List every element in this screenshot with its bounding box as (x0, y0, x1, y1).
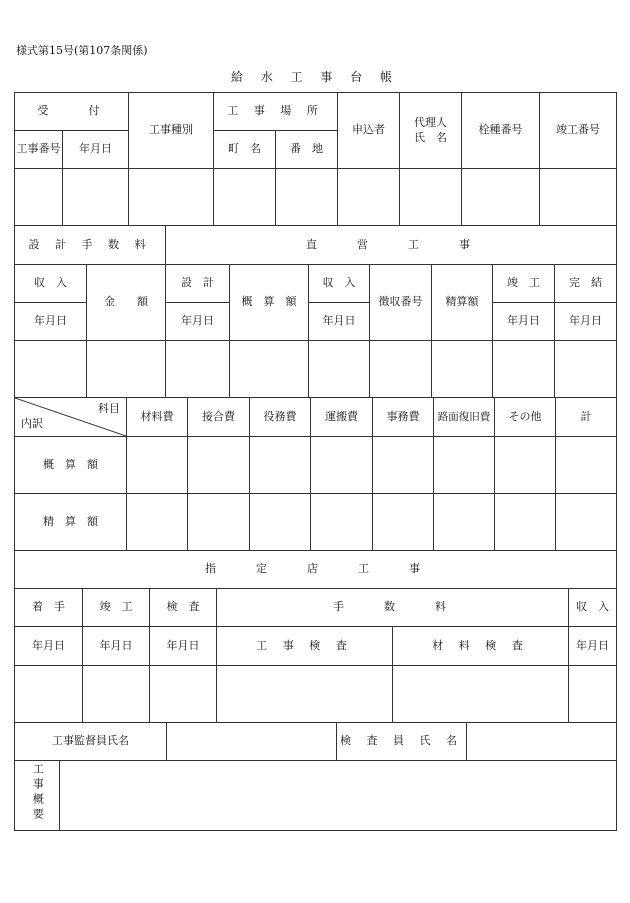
estimate-joint-cell[interactable] (188, 437, 250, 494)
work-summary-cell[interactable] (60, 761, 617, 831)
fee-header: 手 数 料 (217, 589, 569, 627)
name-label: 氏 名 (414, 130, 447, 144)
completion-header: 竣 工 (493, 265, 555, 303)
direct-income-cell[interactable] (309, 341, 370, 398)
estimate-amount-header: 概 算 額 (230, 265, 309, 341)
col-material-cost: 材料費 (127, 398, 188, 437)
col-road-restoration-cost: 路面復旧費 (434, 398, 495, 437)
amount-header: 金 額 (87, 265, 166, 341)
design-income-cell[interactable] (15, 341, 87, 398)
receipt-date-header: 年月日 (63, 131, 129, 169)
work-location-header: 工 事 場 所 (214, 93, 338, 131)
estimate-other-cell[interactable] (495, 437, 556, 494)
income-header-2: 収 入 (569, 589, 617, 627)
settlement-transport-cell[interactable] (311, 494, 373, 551)
income-date-cell-2[interactable] (569, 666, 617, 723)
breakdown-label: 内訳 (21, 417, 43, 431)
material-inspection-header: 材 料 検 査 (393, 627, 569, 666)
conclusion-header: 完 結 (555, 265, 617, 303)
completion-number-header: 竣工番号 (540, 93, 617, 169)
lot-number-header: 番 地 (276, 131, 338, 169)
inspector-name-cell[interactable] (467, 723, 617, 761)
col-joint-cost: 接合費 (188, 398, 250, 437)
tap-type-number-cell[interactable] (462, 169, 540, 226)
settlement-material-cell[interactable] (127, 494, 188, 551)
estimate-amount-cell[interactable] (230, 341, 309, 398)
form-title: 給 水 工 事 台 帳 (230, 70, 400, 84)
settlement-other-cell[interactable] (495, 494, 556, 551)
completion-date-header-2: 年月日 (83, 627, 150, 666)
direct-construction-header: 直 営 工 事 (166, 226, 617, 265)
estimate-material-cell[interactable] (127, 437, 188, 494)
col-transport-cost: 運搬費 (311, 398, 373, 437)
settlement-office-cell[interactable] (373, 494, 434, 551)
start-date-header: 年月日 (15, 627, 83, 666)
tap-type-number-header: 栓種番号 (462, 93, 540, 169)
estimate-service-cell[interactable] (250, 437, 311, 494)
conclusion-date-cell[interactable] (555, 341, 617, 398)
agent-name-header (400, 93, 462, 169)
completion-date-cell-2[interactable] (83, 666, 150, 723)
agent-label: 代理人 (414, 115, 447, 129)
work-summary-header (15, 761, 60, 831)
work-type-cell[interactable] (129, 169, 214, 226)
applicant-cell[interactable] (338, 169, 400, 226)
category-label: 科目 (98, 402, 120, 415)
application-table (14, 92, 617, 226)
designated-contractor-header: 指 定 店 工 事 (15, 551, 617, 589)
settlement-road-cell[interactable] (434, 494, 495, 551)
cost-breakdown-table (14, 397, 617, 551)
row-settlement-label: 精 算 額 (15, 494, 127, 551)
start-header: 着 手 (15, 589, 83, 627)
direct-income-header: 収 入 (309, 265, 370, 303)
work-number-cell[interactable] (15, 169, 63, 226)
completion-header-2: 竣 工 (83, 589, 150, 627)
direct-income-date-header: 年月日 (309, 303, 370, 341)
work-number-header: 工事番号 (15, 131, 63, 169)
design-header: 設 計 (166, 265, 230, 303)
design-date-header: 年月日 (166, 303, 230, 341)
supervisor-name-cell[interactable] (167, 723, 337, 761)
income-date-header-2: 年月日 (569, 627, 617, 666)
work-inspection-cell[interactable] (217, 666, 393, 723)
inspection-header: 検 査 (150, 589, 217, 627)
estimate-office-cell[interactable] (373, 437, 434, 494)
applicant-header: 申込者 (338, 93, 400, 169)
work-inspection-header: 工 事 検 査 (217, 627, 393, 666)
completion-date-header: 年月日 (493, 303, 555, 341)
conclusion-date-header: 年月日 (555, 303, 617, 341)
town-name-header: 町 名 (214, 131, 276, 169)
amount-cell[interactable] (87, 341, 166, 398)
start-date-cell[interactable] (15, 666, 83, 723)
work-summary-label: 工事概要 (31, 763, 45, 824)
inspection-date-cell[interactable] (150, 666, 217, 723)
town-name-cell[interactable] (214, 169, 276, 226)
estimate-road-cell[interactable] (434, 437, 495, 494)
agent-name-cell[interactable] (400, 169, 462, 226)
design-date-cell[interactable] (166, 341, 230, 398)
col-other: その他 (495, 398, 556, 437)
designated-work-table (14, 550, 617, 723)
settlement-joint-cell[interactable] (188, 494, 250, 551)
design-income-header: 収 入 (15, 265, 87, 303)
form-number-label: 様式第15号(第107条関係) (16, 44, 148, 57)
completion-date-cell[interactable] (493, 341, 555, 398)
estimate-total-cell[interactable] (556, 437, 617, 494)
design-fee-header: 設 計 手 数 料 (15, 226, 166, 265)
design-income-date-header: 年月日 (15, 303, 87, 341)
estimate-transport-cell[interactable] (311, 437, 373, 494)
diagonal-header-cell (15, 398, 127, 437)
material-inspection-cell[interactable] (393, 666, 569, 723)
collection-number-header: 徴収番号 (370, 265, 432, 341)
settlement-amount-header: 精算額 (432, 265, 493, 341)
col-office-cost: 事務費 (373, 398, 434, 437)
work-type-header: 工事種別 (129, 93, 214, 169)
settlement-service-cell[interactable] (250, 494, 311, 551)
col-total: 計 (556, 398, 617, 437)
receipt-header: 受 付 (15, 93, 129, 131)
lot-number-cell[interactable] (276, 169, 338, 226)
direct-work-table (14, 225, 617, 398)
settlement-amount-cell[interactable] (432, 341, 493, 398)
row-estimate-label: 概 算 額 (15, 437, 127, 494)
col-service-cost: 役務費 (250, 398, 311, 437)
supervisor-name-header: 工事監督員氏名 (15, 723, 167, 761)
inspection-date-header: 年月日 (150, 627, 217, 666)
collection-number-cell[interactable] (370, 341, 432, 398)
inspector-name-header: 検 査 員 氏 名 (337, 723, 467, 761)
supervisor-table (14, 722, 617, 831)
completion-number-cell[interactable] (540, 169, 617, 226)
receipt-date-cell[interactable] (63, 169, 129, 226)
settlement-total-cell[interactable] (556, 494, 617, 551)
